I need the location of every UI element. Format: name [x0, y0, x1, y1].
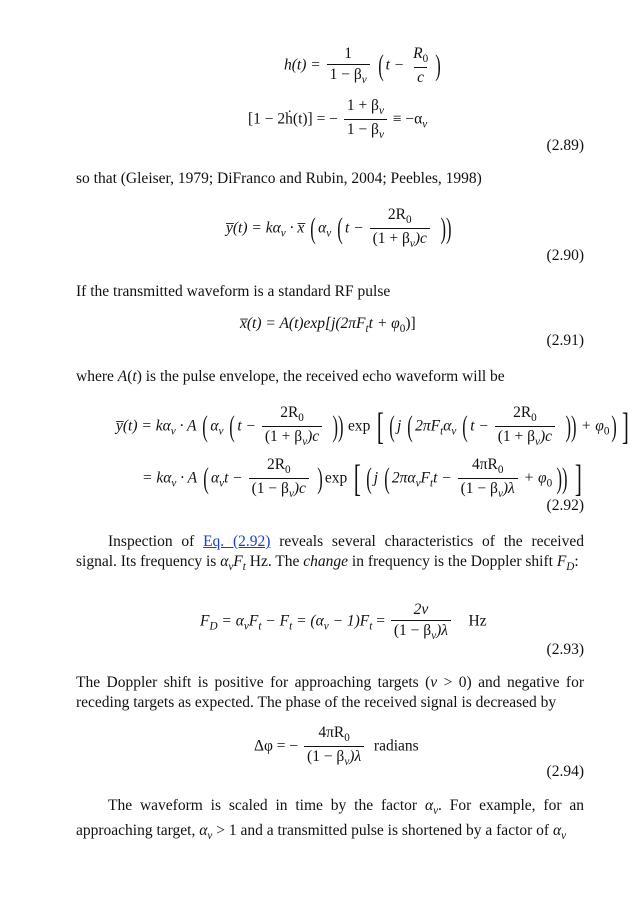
- equation-2-92-line1: y̅(t) = $k\alpha_v \cdot A$ ( $\alpha_v$ ( t − $\frac{2R_0}{(1 + \beta_v)c}$ )) exp [ ( j ( $2\pi F_t\alpha_v$ ( t − $\frac{2R_0}{(1 + \beta_v)c}$ )) + $\varphi_0$) ]: [116, 404, 630, 449]
- equation-number-2-90: (2.90): [546, 247, 584, 264]
- equation-2-92-line2: = $k\alpha_v \cdot A$ ( $\alpha_vt$ − $\frac{2R_0}{(1 - \beta_v)c}$ ) exp [ ( j ( $2\pi\alpha_vF_tt$ − $\frac{4\pi R_0}{(1 - \beta_v)\lambda}$ + $\varphi_0$ )) ]: [142, 456, 582, 501]
- equation-number-2-92: (2.92): [546, 497, 584, 514]
- paragraph-waveform-scaled: The waveform is scaled in time by the factor $\alpha_v$. For example, for an approaching target, $\alpha_v > 1$ and a transmitted pulse is shortened by a factor of $\alpha_v$: [76, 797, 584, 843]
- equation-2-91: x̅(t) = $A(t)\exp[j(2\pi F_tt + \varphi_0)]$: [240, 315, 416, 336]
- equation-2-92-link[interactable]: Eq. (2.92): [203, 533, 271, 550]
- paragraph-doppler-positive: The Doppler shift is positive for approaching targets (v > 0) and negative for receding targets as expected. The phase of the received signal is decreased by: [76, 674, 584, 711]
- equation-number-2-93: (2.93): [546, 641, 584, 658]
- equation-2-90: y̅(t) = $k\alpha_v$ · x̅ ( $\alpha_v$ ( t − $\frac{2R_0}{(1 + \beta_v)c}$ )): [226, 206, 452, 251]
- paragraph-citation: so that (Gleiser, 1979; DiFranco and Rubin, 2004; Peebles, 1998): [76, 170, 482, 187]
- equation-2-94: Δφ = − $\frac{4\pi R_0}{(1 - \beta_v)\lambda}$ radians: [254, 724, 419, 769]
- paragraph-inspection: Inspection of Eq. (2.92) reveals several characteristics of the received signal. Its frequency is $\alpha_vF_t$ Hz. The change in frequency is the Doppler shift $F_D$:: [76, 533, 584, 574]
- equation-number-2-89: (2.89): [546, 137, 584, 154]
- equation-number-2-94: (2.94): [546, 763, 584, 780]
- equation-2-93: $F_D = \alpha_vF_t - F_t = (\alpha_v - 1)F_t$ = $\frac{2v}{(1 - \beta_v)\lambda}$ Hz: [200, 601, 487, 642]
- equation-2-89-line2: [1 − 2ḣ(t)] = − $\frac{1 + \beta_v}{1 - \beta_v}$ ≡ $-\alpha_v$: [248, 97, 428, 142]
- paragraph-transmitted-waveform: If the transmitted waveform is a standard RF pulse: [76, 283, 391, 300]
- equation-number-2-91: (2.91): [546, 332, 584, 349]
- equation-2-89-line1: h(t) = $\frac{1}{1 - \beta_v}$ ( t − $\frac{R_0}{c}$ ): [284, 45, 441, 87]
- paragraph-pulse-envelope: where A(t) is the pulse envelope, the received echo waveform will be: [76, 368, 505, 385]
